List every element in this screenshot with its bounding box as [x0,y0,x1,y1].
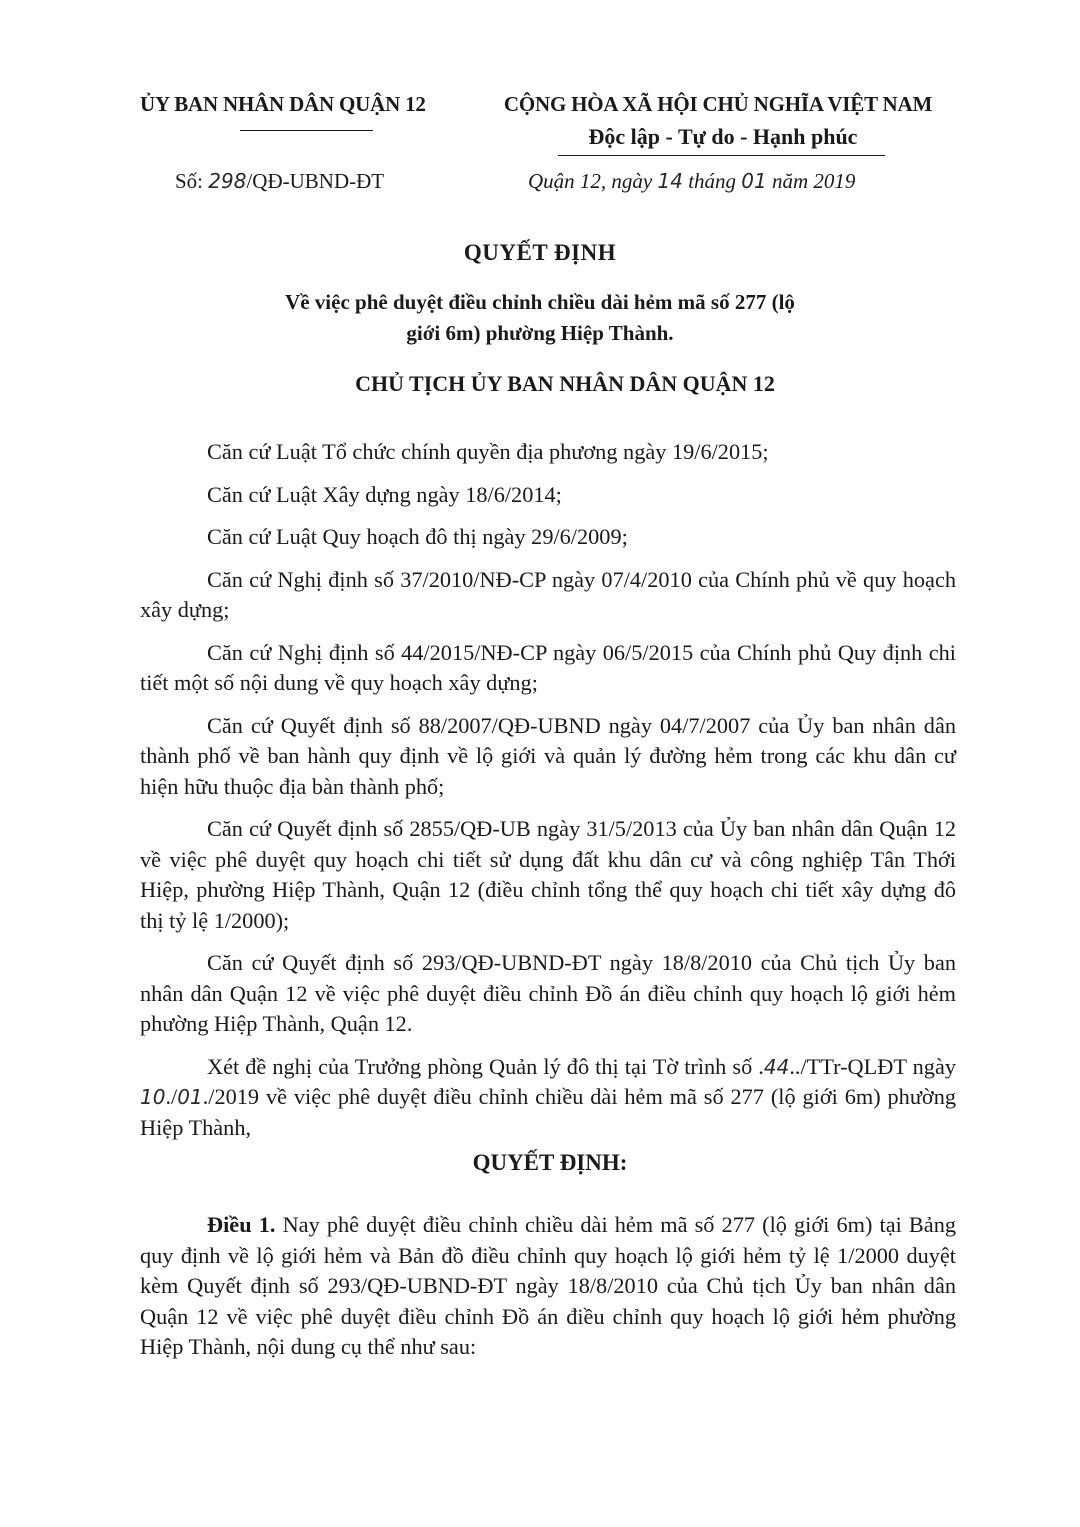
date-month-handwritten: 01 [741,169,767,193]
proposal-part3: ./2019 về việc phê duyệt điều chỉnh chiều dài hẻm mã số 277 (lộ giới 6m) phường Hiệp Thành, [140,1084,956,1140]
legal-basis: Căn cứ Quyết định số 2855/QĐ-UB ngày 31/5/2013 của Ủy ban nhân dân Quận 12 về việc phê duyệt quy hoạch chi tiết sử dụng đất khu dân cư và công nghiệp Tân Thới Hiệp, phường Hiệp Thành, Quận 12 (điều chỉnh tổng thể quy hoạch chi tiết xây dựng đô thị tỷ lệ 1/2000); [140,816,956,933]
national-motto: Độc lập - Tự do - Hạnh phúc [588,124,858,149]
decision-authority: CHỦ TỊCH ỦY BAN NHÂN DÂN QUẬN 12 [355,371,775,396]
article-1-paragraph [140,1210,956,1363]
decision-title: QUYẾT ĐỊNH [463,240,617,265]
decision-subject-line2: giới 6m) phường Hiệp Thành. [406,321,674,345]
article-1-lead: Điều 1. [207,1212,276,1237]
date-part2: tháng [688,169,737,193]
org-underline [240,130,373,131]
proposal-part1: Xét đề nghị của Trưởng phòng Quản lý đô thị tại Tờ trình số . [207,1053,764,1079]
national-title: CỘNG HÒA XÃ HỘI CHỦ NGHĨA VIỆT NAM [503,92,933,116]
decision-heading: QUYẾT ĐỊNH: [472,1150,628,1175]
legal-basis: Căn cứ Luật Quy hoạch đô thị ngày 29/6/2009; [207,524,628,549]
legal-basis: Căn cứ Luật Xây dựng ngày 18/6/2014; [207,481,562,507]
doc-number-prefix: Số: [175,169,204,193]
proposal-number-handwritten: 44 [763,1054,790,1079]
legal-basis: Căn cứ Nghị định số 37/2010/NĐ-CP ngày 07/4/2010 của Chính phủ về quy hoạch xây dựng; [140,566,956,622]
article-1 [140,1210,956,1363]
proposal-month-handwritten: 01 [177,1085,203,1109]
proposal-day-handwritten: 10 [140,1085,166,1109]
proposal-part2: ../TTr-QLĐT ngày [789,1053,956,1079]
legal-basis: Căn cứ Quyết định số 293/QĐ-UBND-ĐT ngày 18/8/2010 của Chủ tịch Ủy ban nhân dân Quận 12 về việc phê duyệt điều chỉnh Đồ án điều chỉnh quy hoạch lộ giới hẻm phường Hiệp Thành, Quận 12. [140,950,956,1036]
motto-underline [558,155,885,156]
document-number [175,169,384,194]
issuing-organization: ỦY BAN NHÂN DÂN QUẬN 12 [140,92,426,116]
legal-basis: Căn cứ Nghị định số 44/2015/NĐ-CP ngày 06/5/2015 của Chính phủ Quy định chi tiết một số nội dung về quy hoạch xây dựng; [140,639,956,695]
doc-number-handwritten: 298 [208,169,247,193]
date-day-handwritten: 14 [657,169,683,193]
legal-basis: Căn cứ Quyết định số 88/2007/QĐ-UBND ngày 04/7/2007 của Ủy ban nhân dân thành phố về ban hành quy định về lộ giới và quản lý đường hẻm trong các khu dân cư hiện hữu thuộc địa bàn thành phố; [140,712,956,799]
article-1-text: Nay phê duyệt điều chỉnh chiều dài hẻm mã số 277 (lộ giới 6m) tại Bảng quy định về lộ giới hẻm và Bản đồ điều chỉnh quy hoạch lộ giới hẻm tỷ lệ 1/2000 duyệt kèm Quyết định số 293/QĐ-UBND-ĐT ngày 18/8/2010 của Chủ tịch Ủy ban nhân dân Quận 12 về việc phê duyệt điều chỉnh Đồ án điều chỉnh quy hoạch lộ giới hẻm phường Hiệp Thành, nội dung cụ thể như sau: [140,1212,956,1359]
proposal-paragraph [140,1052,956,1144]
doc-number-suffix: /QĐ-UBND-ĐT [246,169,385,193]
legal-bases [140,437,956,1155]
legal-basis: Căn cứ Luật Tổ chức chính quyền địa phương ngày 19/6/2015; [207,439,769,464]
decision-subject-line1: Về việc phê duyệt điều chỉnh chiều dài hẻm mã số 277 (lộ [285,290,795,314]
proposal-sep: ./ [165,1084,178,1109]
date-part1: Quận 12, ngày [528,169,653,193]
date-part3: năm 2019 [772,169,856,193]
document-date [528,169,855,194]
